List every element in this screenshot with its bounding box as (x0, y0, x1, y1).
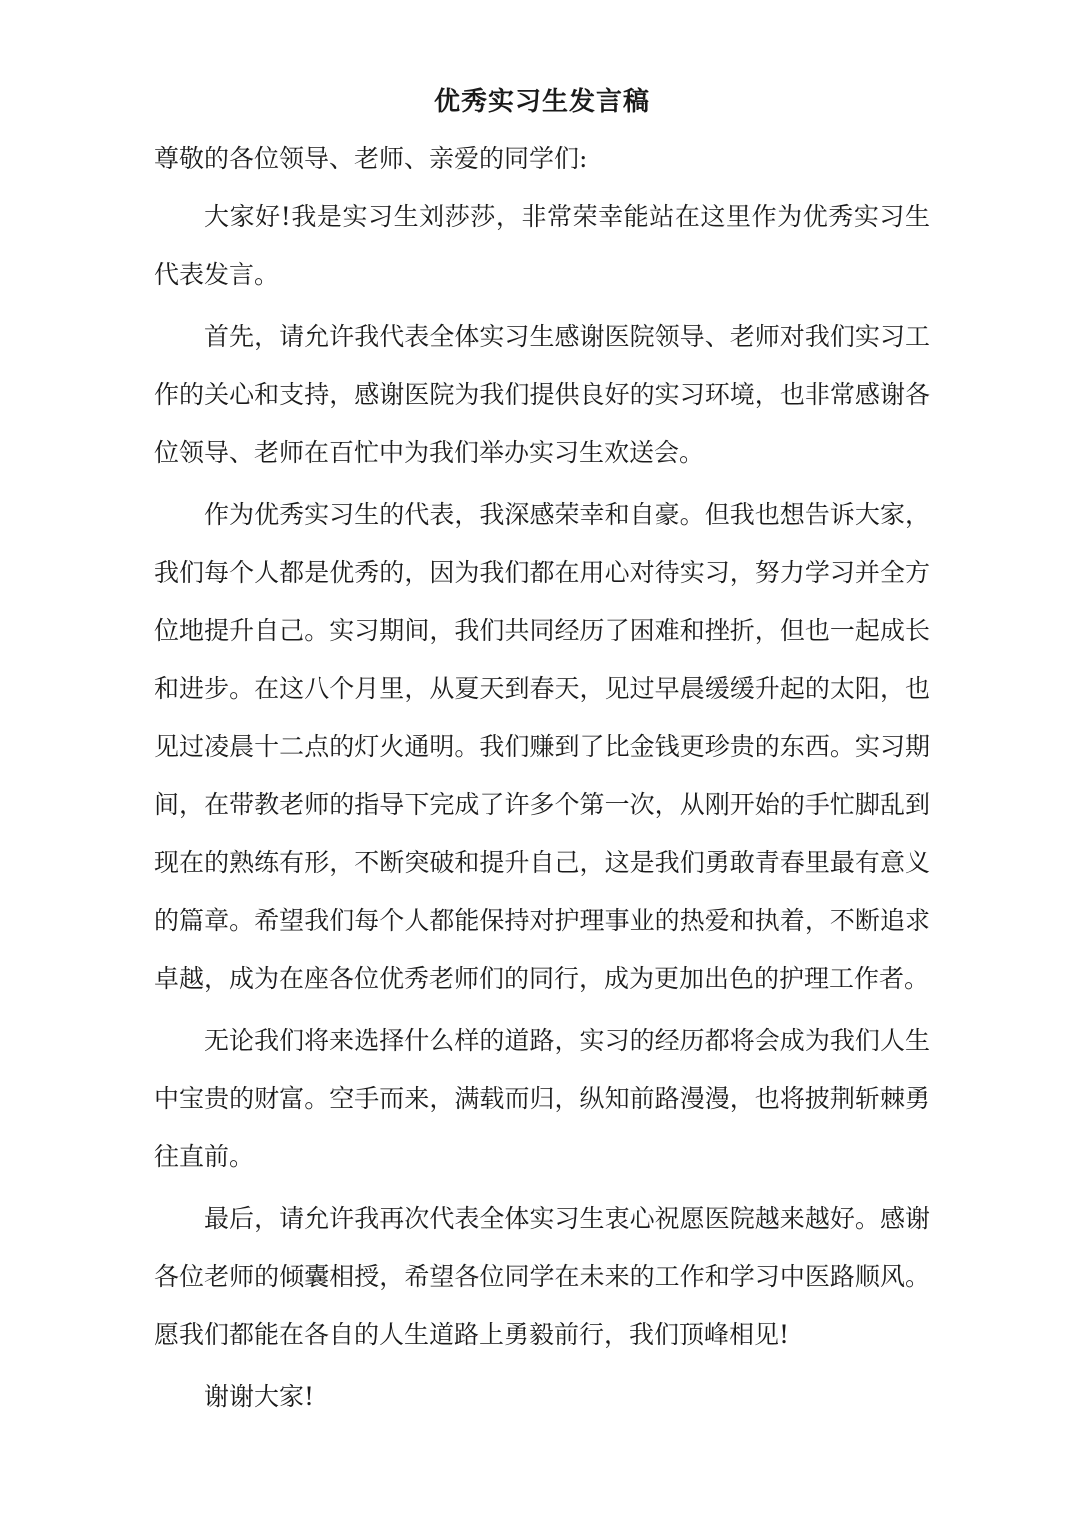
paragraph-final-thanks: 谢谢大家! (204, 1382, 315, 1411)
paragraph-future: 无论我们将来选择什么样的道路，实习的经历都将会成为我们人生中宝贵的财富。空手而来，满载而归，纵知前路漫漫，也将披荆斩棘勇往直前。 (154, 1026, 930, 1171)
document-page (154, 70, 930, 1430)
paragraph-experience: 作为优秀实习生的代表，我深感荣幸和自豪。但我也想告诉大家，我们每个人都是优秀的，因为我们都在用心对待实习，努力学习并全方位地提升自己。实习期间，我们共同经历了困难和挫折，但也一起成长和进步。在这八个月里，从夏天到春天，见过早晨缓缓升起的太阳，也见过凌晨十二点的灯火通明。我们赚到了比金钱更珍贵的东西。实习期间，在带教老师的指导下完成了许多个第一次，从刚开始的手忙脚乱到现在的熟练有形，不断突破和提升自己，这是我们勇敢青春里最有意义的篇章。希望我们每个人都能保持对护理事业的热爱和执着，不断追求卓越，成为在座各位优秀老师们的同行，成为更加出色的护理工作者。 (154, 500, 930, 993)
paragraph-thanks: 首先，请允许我代表全体实习生感谢医院领导、老师对我们实习工作的关心和支持，感谢医院为我们提供良好的实习环境，也非常感谢各位领导、老师在百忙中为我们举办实习生欢送会。 (154, 322, 930, 467)
paragraph-closing: 最后，请允许我再次代表全体实习生衷心祝愿医院越来越好。感谢各位老师的倾囊相授，希望各位同学在未来的工作和学习中医路顺风。愿我们都能在各自的人生道路上勇毅前行，我们顶峰相见! (154, 1204, 930, 1349)
document-title: 优秀实习生发言稿 (433, 87, 650, 117)
salutation: 尊敬的各位领导、老师、亲爱的同学们: (154, 144, 588, 173)
paragraph-greeting: 大家好!我是实习生刘莎莎，非常荣幸能站在这里作为优秀实习生代表发言。 (154, 202, 930, 289)
